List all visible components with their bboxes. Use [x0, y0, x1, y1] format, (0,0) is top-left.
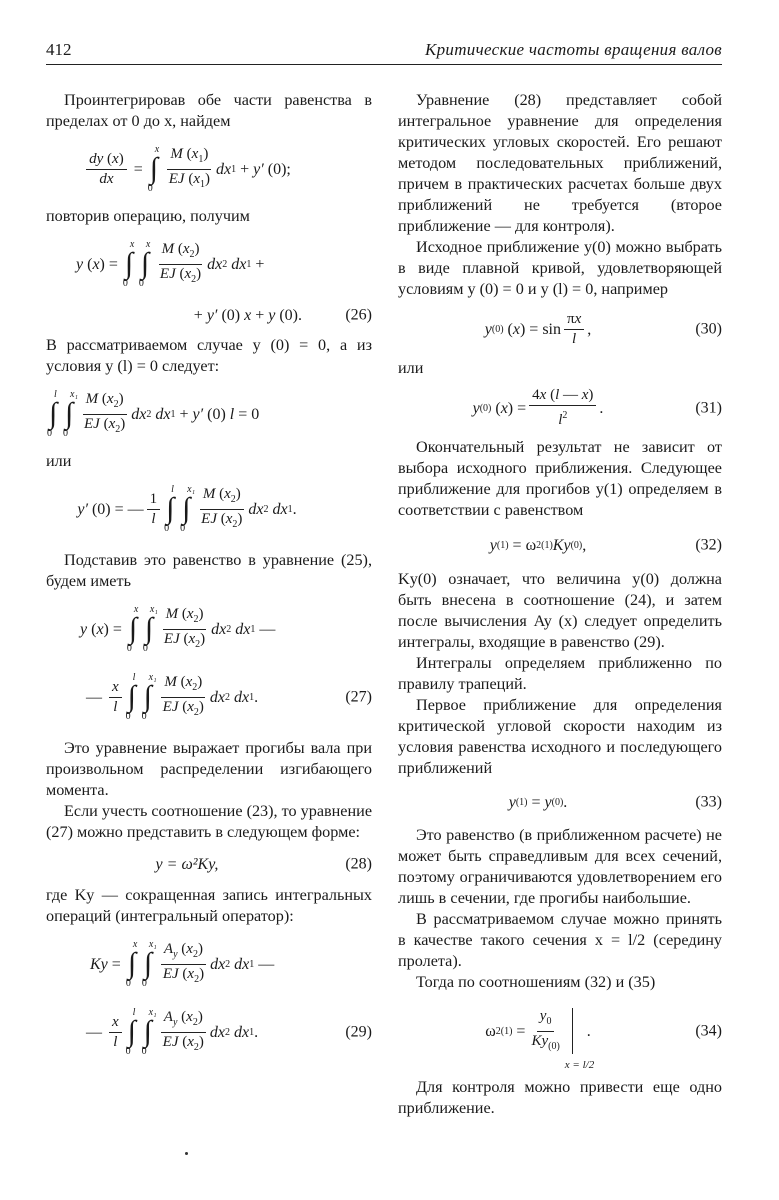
equation-26-part2: + y′ (0) x + y (0). (26)	[193, 306, 372, 324]
equation-number: (33)	[695, 793, 722, 811]
equation-26-part1: y ( x ) = x ∫ 0 x ∫ 0 M $(x_2)$ EJ $(x_2)$ dx 2 dx 1 +	[76, 239, 265, 289]
paragraph: Уравнение (28) представляет собой интегральное уравнение для определения критических угловых скоростей. Его решают методом последовательных приближений, причем в практических расчетах больше двух приближений не требуется (второе приближение — для контроля).	[398, 91, 722, 235]
page-number: 412	[46, 40, 72, 59]
equation-32: y (1) = ω 2 (1) Ky (0) , (32)	[489, 536, 722, 554]
paragraph: или	[46, 452, 72, 470]
equation-30: y (0) ( x ) = sin πx l , (30)	[484, 310, 722, 347]
equation-boundary: l ∫ 0 x₁ ∫ 0 M $(x_2)$ EJ $(x_2)$ dx 2 dx 1 + y′ (0) l = 0	[47, 389, 260, 439]
paragraph: Интегралы определяем приближенно по правилу трапеций.	[398, 654, 722, 693]
equation-33: y (1) = y (0) . (33)	[508, 793, 722, 811]
running-title: Критические частоты вращения валов	[425, 40, 722, 59]
paragraph: Подставив это равенство в уравнение (25), будем иметь	[46, 551, 372, 590]
equation-number: (31)	[695, 399, 722, 417]
right-column	[398, 90, 722, 1119]
equation-number: (34)	[695, 1022, 722, 1040]
equation-number: (32)	[695, 536, 722, 554]
paragraph: Это равенство (в приближенном расчете) не может быть справедливым для всех сечений, поэтому ограничиваются удовлетворением его лишь в сечении, где прогибы наибольшие.	[398, 826, 722, 907]
equation-number: (29)	[345, 1023, 372, 1041]
paragraph: Для контроля можно привести еще одно приближение.	[398, 1078, 722, 1117]
equation-31: y (0) ( x ) = 4x (l — x) $l^2$ . (31)	[472, 387, 722, 428]
page-header	[46, 38, 722, 65]
equation-28: y = ω²Ky, (28)	[155, 855, 372, 873]
equation-34: ω 2 (1) = $y_0$ $Ky_{(0)}$ x = l/2 . (34)	[485, 1007, 722, 1071]
equation-number: (26)	[345, 306, 372, 324]
paragraph: Тогда по соотношениям (32) и (35)	[416, 973, 656, 991]
print-speck	[185, 1152, 188, 1155]
equation-dy-dx: dy (x) dx = x ∫ 0 M $(x_1)$ EJ $(x_1)$ dx 1 + y′ (0);	[46, 138, 372, 200]
equation-number: (27)	[345, 688, 372, 706]
paragraph: где Ky — сокращенная запись интегральных операций (интегральный оператор):	[46, 886, 372, 925]
equation-y-prime: y′ (0) = — 1 l l ∫ 0 x₁ ∫ 0 M $(x_2)$ EJ $(x_2)$ dx 2 dx 1 .	[77, 484, 297, 534]
equation-29-part1: Ky = x ∫ 0 x₁ ∫ 0 $A_y$ $(x_2)$ EJ $(x_2)$ dx 2 dx 1 —	[90, 939, 275, 989]
equation-29-part2: — x l l ∫ 0 x₁ ∫ 0 $A_y$ $(x_2)$ EJ $(x_2)$ dx 2 dx 1 . (29)	[86, 1007, 372, 1057]
paragraph: Если учесть соотношение (23), то уравнение (27) можно представить в следующем форме:	[46, 802, 373, 841]
paragraph: Это уравнение выражает прогибы вала при произвольном распределении изгибающего момента.	[46, 739, 372, 799]
paragraph: повторив операцию, получим	[46, 207, 250, 225]
equation-27-part1: y ( x ) = x ∫ 0 x₁ ∫ 0 M $(x_2)$ EJ $(x_2)$ dx 2 dx 1 —	[80, 604, 276, 654]
paragraph: Ky(0) означает, что величина y(0) должна быть внесена в соотношение (24), и затем после вычисления Ay (x) следует определить интегралы, входящие в равенство (29).	[398, 570, 722, 651]
paragraph: В рассматриваемом случае y (0) = 0, а из условия y (l) = 0 следует:	[46, 336, 372, 375]
paragraph: Проинтегрировав обе части равенства в пределах от 0 до x, найдем	[46, 91, 372, 130]
equation-number: (30)	[695, 320, 722, 338]
left-column	[46, 90, 372, 1069]
paragraph: или	[398, 359, 424, 377]
equation-27-part2: — x l l ∫ 0 x₁ ∫ 0 M $(x_2)$ EJ $(x_2)$ dx 2 dx 1 . (27)	[86, 672, 372, 722]
equation-number: (28)	[345, 855, 372, 873]
paragraph: Исходное приближение y(0) можно выбрать в виде плавной кривой, удовлетворяющей условиям y (0) = 0 и y (l) = 0, например	[398, 238, 722, 298]
paragraph: Окончательный результат не зависит от выбора исходного приближения. Следующее приближение для прогибов y(1) определяем в соответствии с равенством	[398, 438, 722, 519]
paragraph: Первое приближение для определения критической угловой скорости находим из условия равенства исходного и последующего приближений	[398, 696, 722, 777]
paragraph: В рассматриваемом случае можно принять в качестве такого сечения x = l/2 (середину пролета).	[398, 910, 722, 970]
